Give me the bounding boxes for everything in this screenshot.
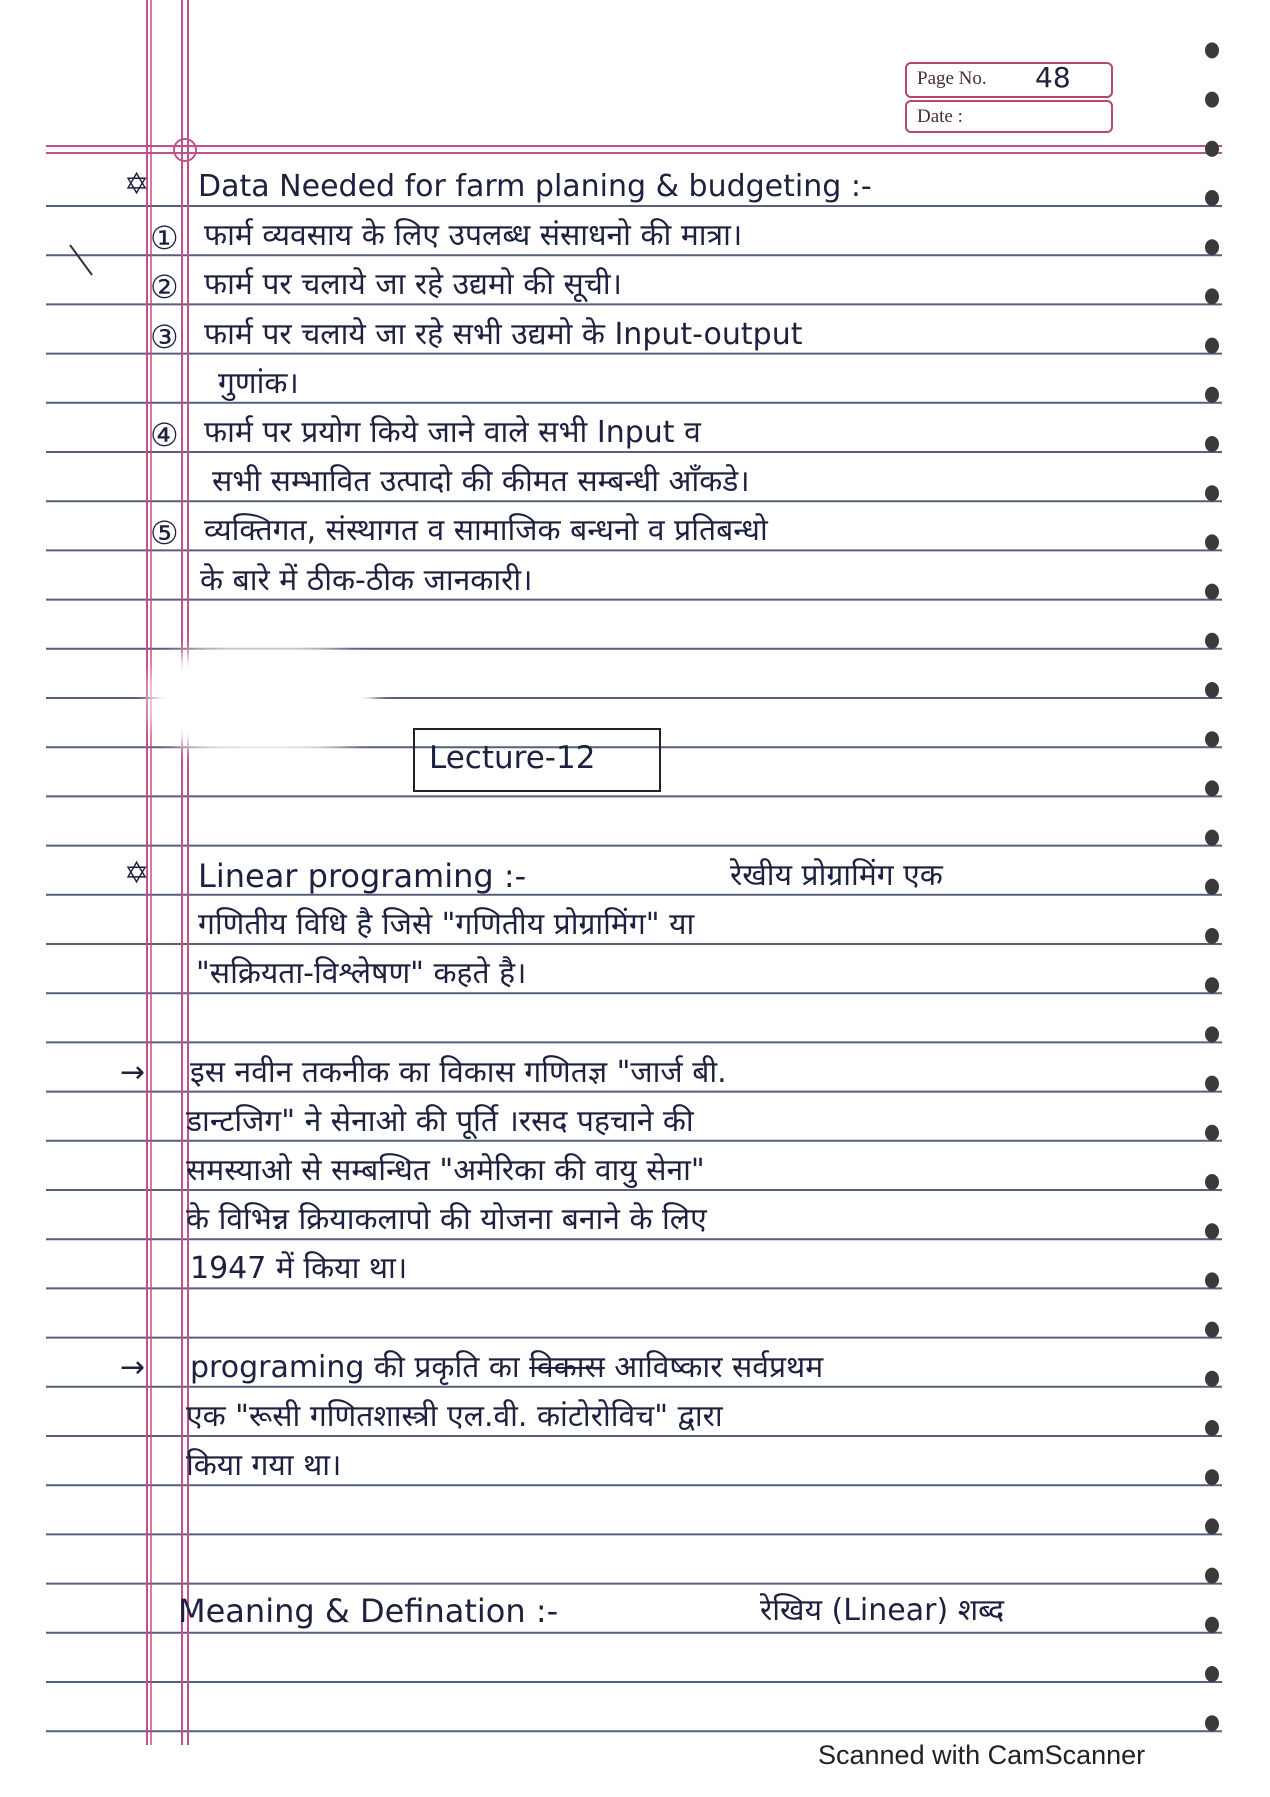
page-number-box xyxy=(905,62,1113,98)
star-mark-icon: ✡ xyxy=(124,167,150,202)
spiral-hole xyxy=(1205,338,1219,354)
spiral-hole xyxy=(1205,682,1219,698)
point-1-line-3: समस्याओ से सम्बन्धित "अमेरिका की वायु सेना" xyxy=(186,1153,705,1188)
lecture-title: Lecture-12 xyxy=(429,740,596,776)
arrow-icon: → xyxy=(120,1055,146,1090)
spiral-hole xyxy=(1205,1617,1219,1633)
spiral-hole xyxy=(1205,1420,1219,1436)
intro-line-3: "सक्रियता-विश्लेषण" कहते है। xyxy=(196,956,527,991)
spiral-hole xyxy=(1205,1272,1219,1288)
item-number-1: ① xyxy=(150,219,179,257)
spiral-hole xyxy=(1205,534,1219,550)
spiral-hole xyxy=(1205,92,1219,108)
item-2-line-1: फार्म पर चलाये जा रहे उद्यमो की सूची। xyxy=(204,267,623,302)
spiral-hole xyxy=(1205,780,1219,796)
point-2-line-2: एक "रूसी गणितशास्त्री एल.वी. कांटोरोविच" द्वारा xyxy=(186,1399,723,1434)
spiral-hole xyxy=(1205,1223,1219,1239)
item-number-5: ⑤ xyxy=(150,514,179,552)
item-number-3: ③ xyxy=(150,318,179,356)
spiral-hole xyxy=(1205,584,1219,600)
spiral-hole xyxy=(1205,239,1219,255)
item-5-line-2: के बारे में ठीक-ठीक जानकारी। xyxy=(200,563,533,598)
item-number-4: ④ xyxy=(150,416,179,454)
scanner-watermark: Scanned with CamScanner xyxy=(818,1740,1146,1770)
stray-pen-mark xyxy=(70,245,92,275)
spiral-hole xyxy=(1205,731,1219,747)
meaning-heading: Meaning & Defination :- xyxy=(178,1592,559,1630)
spiral-hole xyxy=(1205,387,1219,403)
item-1-line-1: फार्म व्यवसाय के लिए उपलब्ध संसाधनो की मात्रा। xyxy=(204,218,743,253)
spiral-hole xyxy=(1205,1026,1219,1042)
spiral-hole xyxy=(1205,190,1219,206)
spiral-hole xyxy=(1205,1568,1219,1584)
margin-intersection-circle xyxy=(174,139,196,161)
section-heading-linear-programing: Linear programing :- xyxy=(198,857,527,895)
spiral-hole xyxy=(1205,42,1219,58)
item-5-line-1: व्यक्तिगत, संस्थागत व सामाजिक बन्धनो व प्रतिबन्धो xyxy=(204,513,768,548)
section-heading-farm: Data Needed for farm planing & budgeting :- xyxy=(198,169,872,204)
struck-word: विकास xyxy=(529,1350,605,1385)
date-box xyxy=(905,100,1113,133)
spiral-hole xyxy=(1205,977,1219,993)
spiral-hole xyxy=(1205,1666,1219,1682)
point-1-line-5: 1947 में किया था। xyxy=(190,1251,408,1286)
intro-line-1: रेखीय प्रोग्रामिंग एक xyxy=(730,858,943,893)
point-1-line-1: इस नवीन तकनीक का विकास गणितज्ञ "जार्ज बी. xyxy=(190,1055,727,1090)
spiral-hole xyxy=(1205,1518,1219,1534)
spiral-hole xyxy=(1205,288,1219,304)
meaning-text: रेखिय (Linear) शब्द xyxy=(760,1593,1005,1628)
spiral-hole xyxy=(1205,1174,1219,1190)
erased-patch xyxy=(150,645,375,755)
point-1-line-4: के विभिन्न क्रियाकलापो की योजना बनाने के लिए xyxy=(186,1202,707,1237)
spiral-hole xyxy=(1205,1322,1219,1338)
spiral-hole xyxy=(1205,830,1219,846)
point-2-line-1 xyxy=(190,1347,1190,1389)
page-number-label: Page No. xyxy=(917,68,987,89)
item-3-line-2: गुणांक। xyxy=(218,366,299,401)
intro-line-2: गणितीय विधि है जिसे "गणितीय प्रोग्रामिंग" या xyxy=(198,907,695,942)
point-2-line-1-end: आविष्कार सर्वप्रथम xyxy=(604,1350,824,1385)
arrow-icon: → xyxy=(120,1350,146,1385)
point-2-line-1-start: programing की प्रकृति का xyxy=(190,1350,530,1385)
point-1-line-2: डान्टजिग" ने सेनाओ की पूर्ति ।रसद पहचाने की xyxy=(186,1104,694,1139)
spiral-hole xyxy=(1205,928,1219,944)
item-3-line-1: फार्म पर चलाये जा रहे सभी उद्यमो के Input-output xyxy=(204,317,803,352)
spiral-hole xyxy=(1205,485,1219,501)
lecture-title-box xyxy=(413,728,661,792)
spiral-hole xyxy=(1205,1469,1219,1485)
spiral-hole xyxy=(1205,436,1219,452)
point-2-line-3: किया गया था। xyxy=(186,1448,342,1483)
spiral-hole xyxy=(1205,1125,1219,1141)
item-4-line-1: फार्म पर प्रयोग किये जाने वाले सभी Input व xyxy=(204,415,701,450)
item-4-line-2: सभी सम्भावित उत्पादो की कीमत सम्बन्धी आँकडे। xyxy=(212,464,750,499)
spiral-hole xyxy=(1205,1076,1219,1092)
page-number-value: 48 xyxy=(1035,61,1071,94)
spiral-hole xyxy=(1205,141,1219,157)
spiral-hole xyxy=(1205,633,1219,649)
spiral-hole xyxy=(1205,879,1219,895)
spiral-hole xyxy=(1205,1371,1219,1387)
date-label: Date : xyxy=(917,106,963,127)
item-number-2: ② xyxy=(150,268,179,306)
spiral-hole xyxy=(1205,1715,1219,1731)
star-mark-icon: ✡ xyxy=(124,856,150,891)
